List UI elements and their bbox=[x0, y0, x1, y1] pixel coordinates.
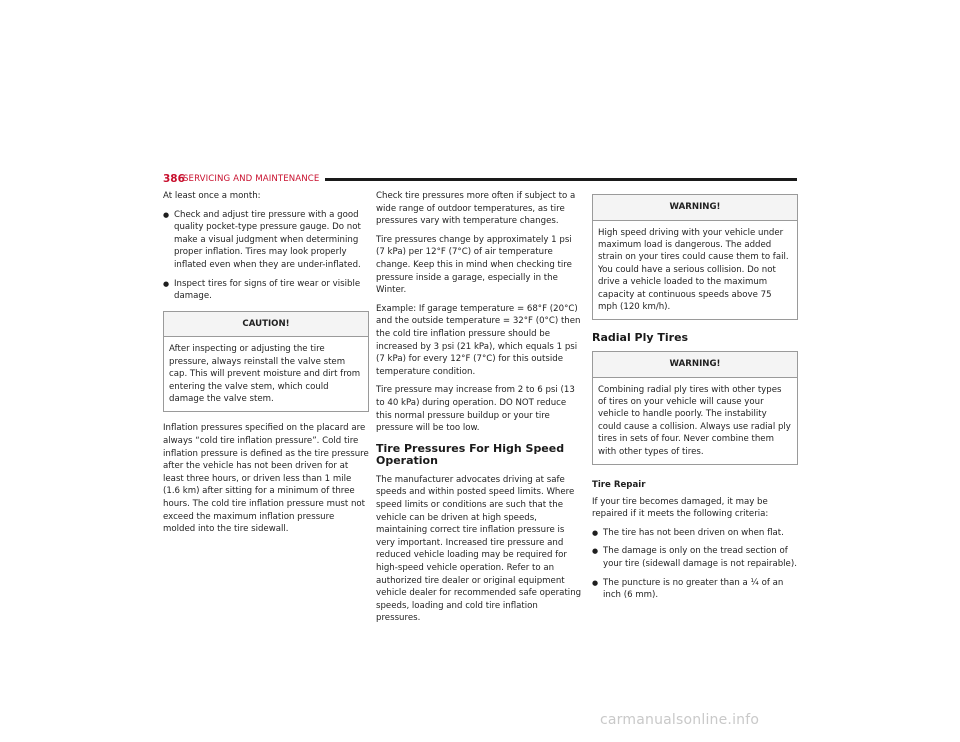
subheading: Tire Repair bbox=[592, 480, 646, 491]
warning-body: Combining radial ply tires with other types of tires on your vehicle will cause your vehicle to handle poorly. The instability could cause a collision. Always use radial ply tires in sets of four. Never combine them with other types of tires. bbox=[598, 384, 791, 457]
section-heading: Tire Pressures For High Speed Operation bbox=[376, 441, 565, 468]
intro-text: If your tire becomes damaged, it may be repaired if it meets the following criteria: bbox=[592, 496, 769, 520]
paragraph: Tire pressure may increase from 2 to 6 psi (13 to 40 kPa) during operation. DO NOT reduce this normal pressure buildup or your tire pressure will be too low. bbox=[376, 385, 575, 434]
column-right bbox=[592, 190, 798, 608]
paragraph: Check tire pressures more often if subject to a wide range of outdoor temperatures, as tire pressures vary with temperature changes. bbox=[376, 191, 576, 227]
repair-criteria-list bbox=[592, 527, 798, 602]
caution-box bbox=[163, 311, 369, 413]
warning-title: WARNING! bbox=[593, 352, 797, 378]
column-middle bbox=[376, 190, 582, 631]
caution-body: After inspecting or adjusting the tire pressure, always reinstall the valve stem cap. This will prevent moisture and dirt from entering the valve stem, which could damage the valve stem. bbox=[169, 344, 361, 404]
list-item: ● Inspect tires for signs of tire wear or visible damage. bbox=[163, 278, 369, 303]
paragraph: Tire pressures change by approximately 1 psi (7 kPa) per 12°F (7°C) of air temperature change. Keep this in mind when checking tire pressure inside a garage, especially in the Winter. bbox=[376, 234, 572, 296]
section-title: SERVICING AND MAINTENANCE bbox=[183, 174, 320, 184]
inspection-list bbox=[163, 209, 369, 303]
watermark: carmanualsonline.info bbox=[600, 712, 760, 728]
warning-title: WARNING! bbox=[593, 195, 797, 221]
paragraph: The manufacturer advocates driving at safe speeds and within posted speed limits. Where speed limits or conditions are such that the vehicle can be driven at high speeds, maintaining correct tire inflation pressure is very important. Increased tire pressure and reduced vehicle loading may be required for high-speed vehicle operation. Refer to an authorized tire dealer or original equipment vehicle dealer for recommended safe operating speeds, loading and cold tire inflation pressures. bbox=[376, 474, 582, 624]
header-rule bbox=[325, 178, 797, 181]
intro-text: At least once a month: bbox=[163, 191, 261, 201]
list-item: ● Check and adjust tire pressure with a good quality pocket-type pressure gauge. Do not make a visual judgment when determining proper inflation. Tires may look properly inflated even when they are under-inflated. bbox=[163, 209, 369, 272]
warning-box bbox=[592, 351, 798, 465]
warning-box bbox=[592, 194, 798, 320]
list-item: ● The puncture is no greater than a ¼ of an inch (6 mm). bbox=[592, 577, 798, 602]
caution-title: CAUTION! bbox=[164, 312, 368, 338]
paragraph: Example: If garage temperature = 68°F (20°C) and the outside temperature = 32°F (0°C) then the cold tire inflation pressure should be increased by 3 psi (21 kPa), which equals 1 psi (7 kPa) for every 12°F (7°C) for this outside temperature condition. bbox=[376, 303, 581, 377]
page-header bbox=[163, 172, 797, 186]
section-heading: Radial Ply Tires bbox=[592, 331, 689, 345]
list-item: ● The tire has not been driven on when flat. bbox=[592, 527, 798, 540]
warning-body: High speed driving with your vehicle under maximum load is dangerous. The added strain on your tires could cause them to fail. You could have a serious collision. Do not drive a vehicle loaded to the maximum capacity at continuous speeds above 75 mph (120 km/h). bbox=[598, 227, 789, 313]
page-number: 386 bbox=[163, 173, 185, 185]
list-item: ● The damage is only on the tread section of your tire (sidewall damage is not repairable). bbox=[592, 545, 798, 570]
column-left bbox=[163, 190, 369, 542]
inflation-paragraph: Inflation pressures specified on the placard are always “cold tire inflation pressure”. Cold tire inflation pressure is defined as the tire pressure after the vehicle has not been driven for at least three hours, or driven less than 1 mile (1.6 km) after sitting for a minimum of three hours. The cold tire inflation pressure must not exceed the maximum inflation pressure molded into the tire sidewall. bbox=[163, 423, 369, 535]
